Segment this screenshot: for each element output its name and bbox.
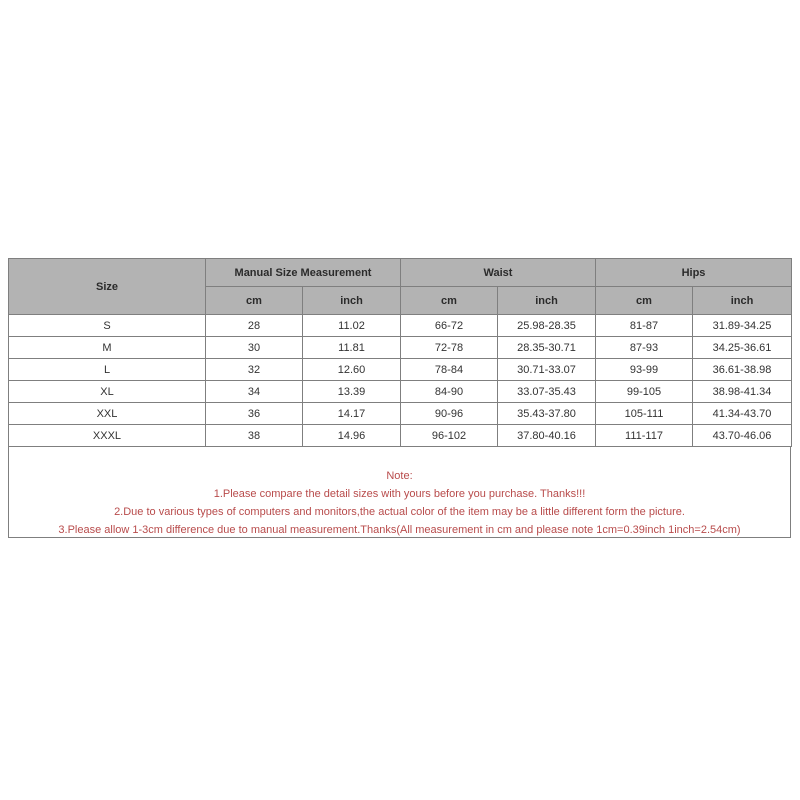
table-cell: 14.17 xyxy=(303,403,401,425)
size-chart xyxy=(8,258,791,538)
table-cell: 30.71-33.07 xyxy=(498,359,596,381)
size-cell: XL xyxy=(9,381,206,403)
table-cell: 99-105 xyxy=(596,381,693,403)
table-row xyxy=(9,359,792,381)
table-cell: 38 xyxy=(206,425,303,447)
table-cell: 87-93 xyxy=(596,337,693,359)
header-unit-inch: inch xyxy=(303,287,401,315)
table-cell: 41.34-43.70 xyxy=(693,403,792,425)
table-cell: 37.80-40.16 xyxy=(498,425,596,447)
table-cell: 32 xyxy=(206,359,303,381)
table-cell: 38.98-41.34 xyxy=(693,381,792,403)
table-row xyxy=(9,315,792,337)
size-cell: M xyxy=(9,337,206,359)
table-cell: 11.02 xyxy=(303,315,401,337)
table-cell: 78-84 xyxy=(401,359,498,381)
table-cell: 105-111 xyxy=(596,403,693,425)
size-cell: L xyxy=(9,359,206,381)
table-cell: 11.81 xyxy=(303,337,401,359)
table-row xyxy=(9,403,792,425)
note-box xyxy=(8,447,791,538)
size-cell: S xyxy=(9,315,206,337)
size-table xyxy=(8,258,792,447)
header-size: Size xyxy=(9,259,206,315)
header-unit-cm: cm xyxy=(401,287,498,315)
table-row xyxy=(9,425,792,447)
header-unit-cm: cm xyxy=(596,287,693,315)
table-cell: 34.25-36.61 xyxy=(693,337,792,359)
table-cell: 43.70-46.06 xyxy=(693,425,792,447)
header-unit-inch: inch xyxy=(693,287,792,315)
table-cell: 33.07-35.43 xyxy=(498,381,596,403)
table-cell: 72-78 xyxy=(401,337,498,359)
table-cell: 111-117 xyxy=(596,425,693,447)
table-cell: 84-90 xyxy=(401,381,498,403)
note-title: Note: xyxy=(386,470,413,482)
header-row-groups xyxy=(9,259,792,287)
table-row xyxy=(9,337,792,359)
table-cell: 36.61-38.98 xyxy=(693,359,792,381)
header-unit-cm: cm xyxy=(206,287,303,315)
table-cell: 13.39 xyxy=(303,381,401,403)
table-cell: 90-96 xyxy=(401,403,498,425)
table-cell: 25.98-28.35 xyxy=(498,315,596,337)
table-cell: 14.96 xyxy=(303,425,401,447)
note-line-2: 2.Due to various types of computers and monitors,the actual color of the item may be a little different form the picture. xyxy=(114,506,685,518)
note-line-3: 3.Please allow 1-3cm difference due to manual measurement.Thanks(All measurement in cm and please note 1cm=0.39inch 1inch=2.54cm) xyxy=(58,524,741,536)
note-line-1: 1.Please compare the detail sizes with yours before you purchase. Thanks!!! xyxy=(213,488,586,500)
table-cell: 36 xyxy=(206,403,303,425)
header-waist: Waist xyxy=(401,259,596,287)
table-cell: 30 xyxy=(206,337,303,359)
table-cell: 35.43-37.80 xyxy=(498,403,596,425)
table-cell: 93-99 xyxy=(596,359,693,381)
table-row xyxy=(9,381,792,403)
table-cell: 12.60 xyxy=(303,359,401,381)
size-cell: XXL xyxy=(9,403,206,425)
table-cell: 28.35-30.71 xyxy=(498,337,596,359)
table-cell: 28 xyxy=(206,315,303,337)
table-cell: 31.89-34.25 xyxy=(693,315,792,337)
table-cell: 81-87 xyxy=(596,315,693,337)
table-cell: 34 xyxy=(206,381,303,403)
header-hips: Hips xyxy=(596,259,792,287)
table-cell: 66-72 xyxy=(401,315,498,337)
table-cell: 96-102 xyxy=(401,425,498,447)
header-unit-inch: inch xyxy=(498,287,596,315)
header-manual-size-measurement: Manual Size Measurement xyxy=(206,259,401,287)
size-cell: XXXL xyxy=(9,425,206,447)
